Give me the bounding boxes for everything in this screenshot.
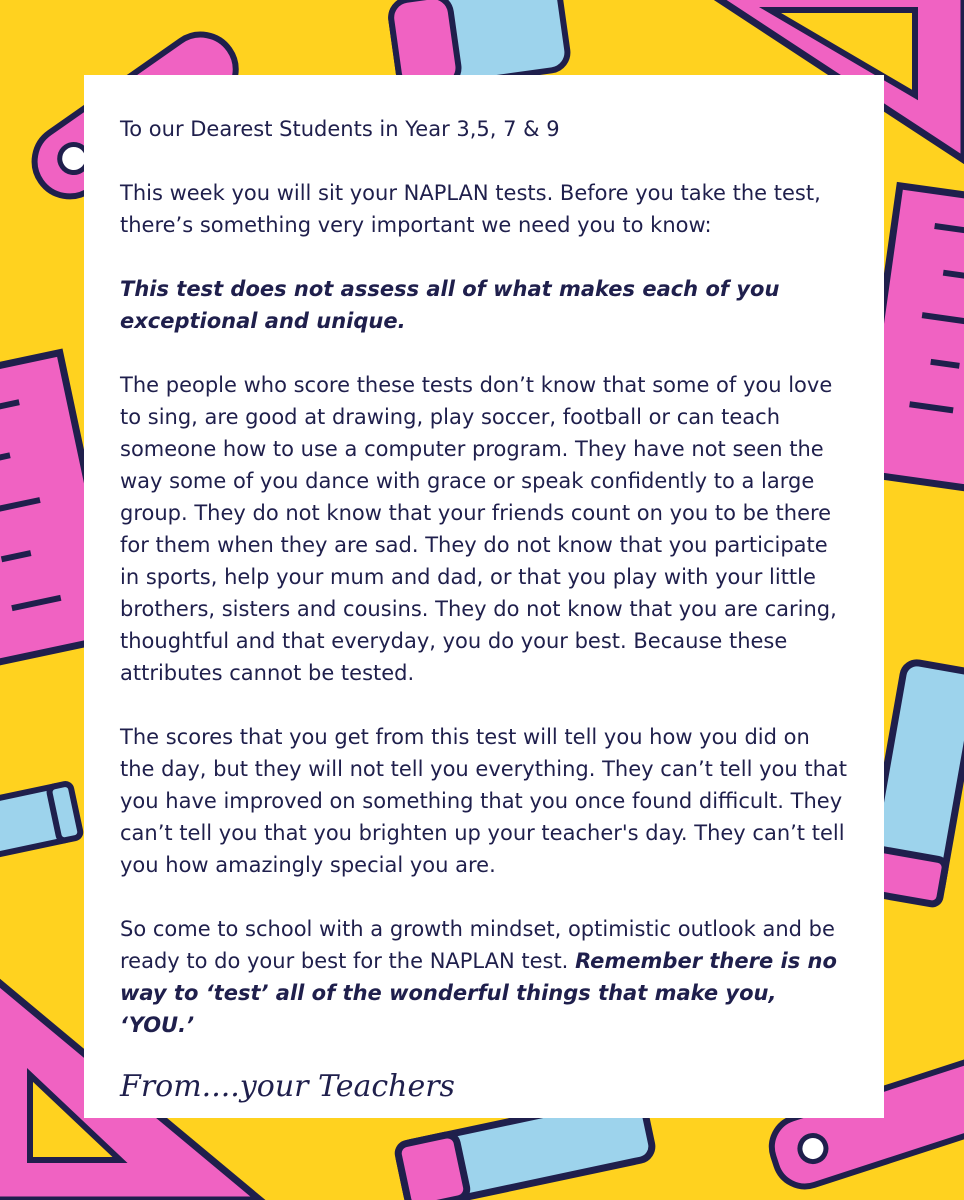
letter-card: [84, 75, 884, 1118]
letter-paragraph-emphasis: This test does not assess all of what makes each of you exceptional and unique.: [120, 277, 780, 333]
letter-paragraph-people: The people who score these tests don’t know that some of you love to sing, are good at drawing, play soccer, football or can teach someone how to use a computer program. They have not seen the way some of you dance with grace or speak confidently to a large group. They do not know that your friends count on you to be there for them when they are sad. They do not know that you participate in sports, help your mum and dad, or that you play with your little brothers, sisters and cousins. They do not know that you are caring, thoughtful and that everyday, you do your best. Because these attributes cannot be tested.: [120, 373, 837, 685]
letter-greeting: To our Dearest Students in Year 3,5, 7 & 9: [120, 117, 560, 141]
glue-stick-icon: [0, 783, 81, 861]
letter-paragraph-closing: [120, 913, 848, 1041]
closing-emphasis: Remember there is no way to ‘test’ all of the wonderful things that make you, ‘YOU.’: [120, 949, 837, 1037]
letter-paragraph-scores: The scores that you get from this test will tell you how you did on the day, but they will not tell you everything. They can’t tell you that you have improved on something that you once found difficult. They can’t tell you that you brighten up your teacher's day. They can’t tell you how amazingly special you are.: [120, 725, 847, 877]
closing-text: So come to school with a growth mindset, optimistic outlook and be ready to do your best for the NAPLAN test.: [120, 917, 835, 973]
letter-signature: From....your Teachers: [120, 1069, 455, 1104]
letter-paragraph-intro: This week you will sit your NAPLAN tests. Before you take the test, there’s something very important we need you to know:: [120, 181, 821, 237]
